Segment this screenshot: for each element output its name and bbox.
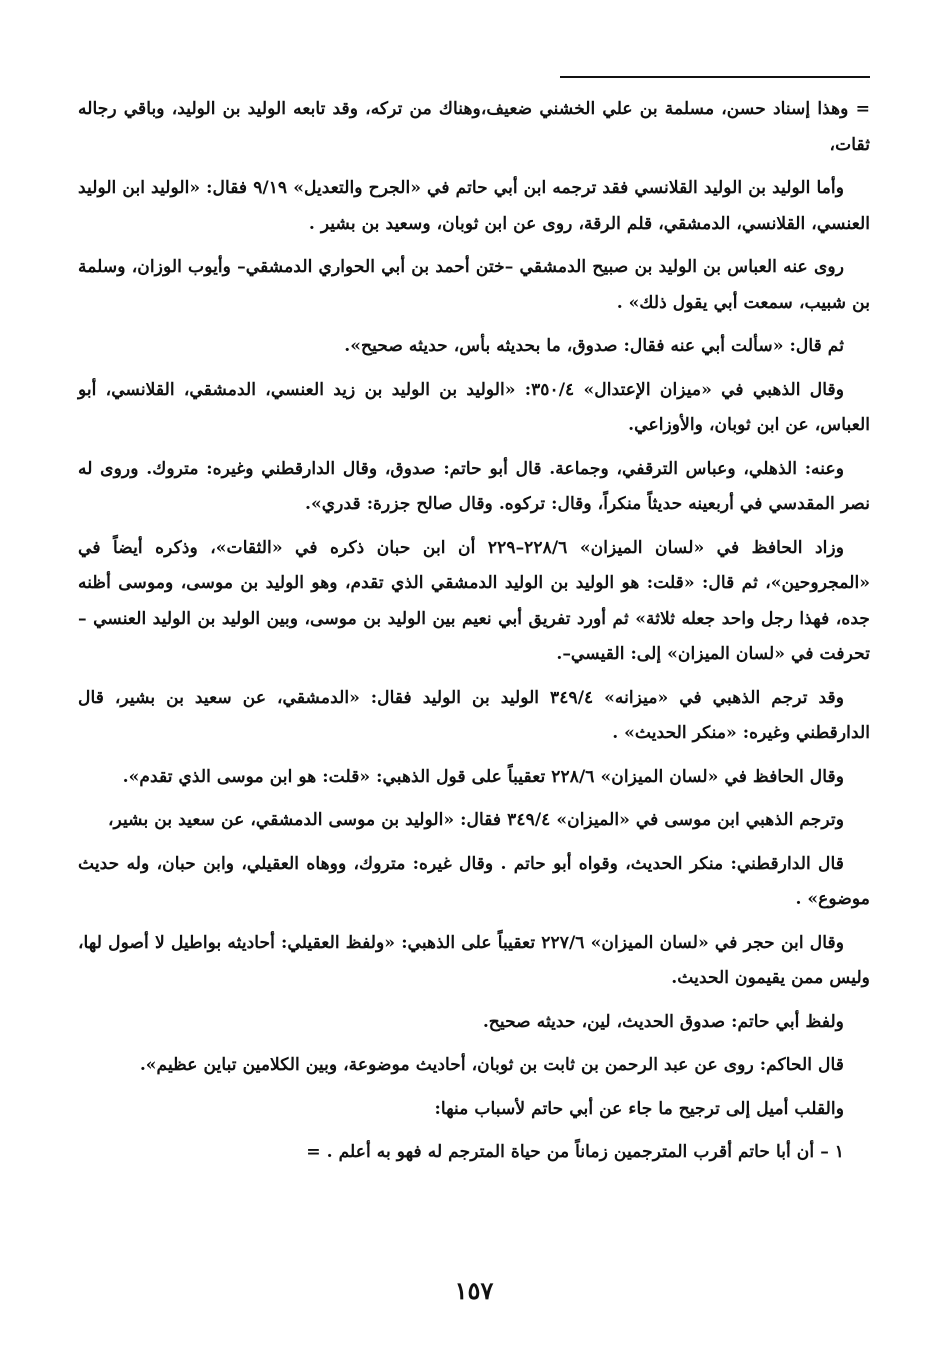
- paragraph-16: ١ – أن أبا حاتم أقرب المترجمين زماناً من حياة المترجم له فهو به أعلم . =: [306, 1142, 844, 1162]
- paragraph-4: ثم قال: «سألت أبي عنه فقال: صدوق، ما بحديثه بأس، حديثه صحيح».: [344, 336, 844, 356]
- page-number: ١٥٧: [454, 1276, 494, 1305]
- paragraph-1: = وهذا إسناد حسن، مسلمة بن علي الخشني ضعيف،وهناك من تركه، وقد تابعه الوليد بن الوليد، وباقي رجاله ثقات،: [78, 99, 870, 155]
- paragraph-7: وزاد الحافظ في «لسان الميزان» ٢٢٨/٦–٢٢٩ أن ابن حبان ذكره في «الثقات»، وذكره أيضاً في «المجروحين»، ثم قال: «قلت: هو الوليد بن الوليد الدمشقي الذي تقدم، وهو الوليد بن موسى، وموسى أظنه جده، فهذا رجل واحد جعله ثلاثة» ثم أورد تفريق أبي نعيم بين الوليد بن موسى، وبين الوليد بن الوليد العنسي –تحرفت في «لسان الميزان» إلى: القيسي–.: [78, 537, 870, 664]
- paragraph-12: وقال ابن حجر في «لسان الميزان» ٢٢٧/٦ تعقيباً على الذهبي: «ولفظ العقيلي: أحاديثه بواطيل لا أصول لها، وليس ممن يقيمون الحديث.: [78, 932, 870, 988]
- paragraph-14: قال الحاكم: روى عن عبد الرحمن بن ثابت بن ثوبان، أحاديث موضوعة، وبين الكلامين تباين عظيم».: [139, 1055, 844, 1075]
- paragraph-8: وقد ترجم الذهبي في «ميزانه» ٣٤٩/٤ الوليد بن الوليد فقال: «الدمشقي، عن سعيد بن بشير، قال الدارقطني وغيره: «منكر الحديث» .: [78, 687, 870, 743]
- paragraph-9: وقال الحافظ في «لسان الميزان» ٢٢٨/٦ تعقيباً على قول الذهبي: «قلت: هو ابن موسى الذي تقدم».: [122, 766, 844, 787]
- footnote-text-block: [78, 92, 870, 1179]
- paragraph-15: والقلب أميل إلى ترجيح ما جاء عن أبي حاتم لأسباب منها:: [434, 1098, 844, 1119]
- paragraph-10: وترجم الذهبي ابن موسى في «الميزان» ٣٤٩/٤ فقال: «الوليد بن موسى الدمشقي، عن سعيد بن بشير،: [107, 810, 844, 830]
- paragraph-2: وأما الوليد بن الوليد القلانسي فقد ترجمه ابن أبي حاتم في «الجرح والتعديل» ٩/١٩ فقال: «الوليد ابن الوليد العنسي، القلانسي، الدمشقي، قلم الرقة، روى عن ابن ثوبان، وسعيد بن بشير .: [78, 178, 870, 234]
- paragraph-5: وقال الذهبي في «ميزان الإعتدال» ٣٥٠/٤: «الوليد بن الوليد بن زيد العنسي، الدمشقي، القلانسي، أبو العباس، عن ابن ثوبان، والأوزاعي.: [78, 379, 870, 435]
- paragraph-13: ولفظ أبي حاتم: صدوق الحديث، لين، حديثه صحيح.: [482, 1011, 844, 1032]
- paragraph-11: قال الدارقطني: منكر الحديث، وقواه أبو حاتم . وقال غيره: متروك، ووهاه العقيلي، وابن حبان، وله حديث موضوع» .: [78, 853, 870, 909]
- paragraph-6: وعنه: الذهلي، وعباس الترقفي، وجماعة. قال أبو حاتم: صدوق، وقال الدارقطني وغيره: متروك. وروى له نصر المقدسي في أربعينه حديثاً منكراً، وقال: تركوه. وقال صالح جزرة: قدري».: [78, 458, 870, 514]
- footnote-separator-rule: [560, 76, 870, 78]
- paragraph-3: روى عنه العباس بن الوليد بن صبيح الدمشقي –ختن أحمد بن أبي الحواري الدمشقي– وأيوب الوزان، وسلمة بن شبيب، سمعت أبي يقول ذلك» .: [78, 257, 870, 313]
